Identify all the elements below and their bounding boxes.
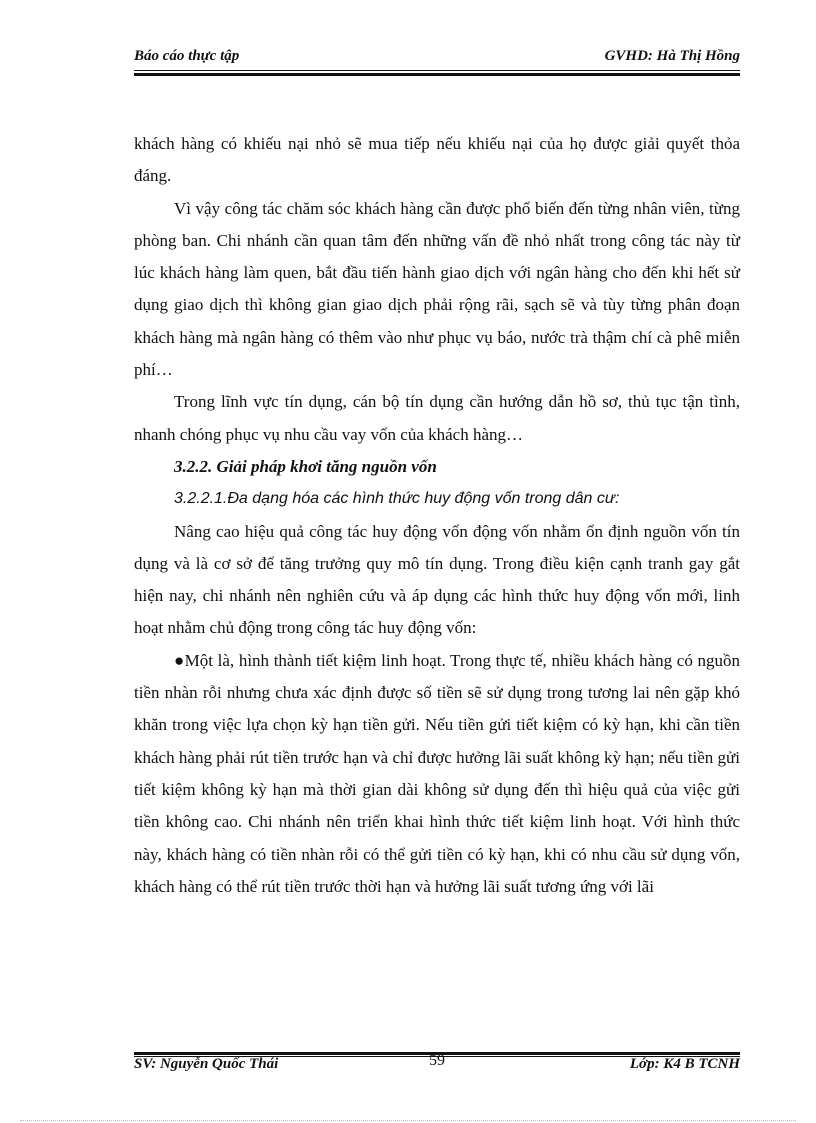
page-header xyxy=(134,46,740,70)
paragraph-3: Trong lĩnh vực tín dụng, cán bộ tín dụng cần hướng dẫn hồ sơ, thủ tục tận tình, nhanh chóng phục vụ nhu cầu vay vốn của khách hàng… xyxy=(134,392,740,444)
paragraph-5: ●Một là, hình thành tiết kiệm linh hoạt. Trong thực tế, nhiều khách hàng có nguồn tiền nhàn rỗi nhưng chưa xác định được số tiền sẽ sử dụng trong tương lai nên gặp khó khăn trong việc lựa chọn kỳ hạn tiền gửi. Nếu tiền gửi tiết kiệm có kỳ hạn, khi cần tiền khách hàng phải rút tiền trước hạn và chỉ được hưởng lãi suất không kỳ hạn; nếu tiền gửi tiết kiệm không kỳ hạn mà thời gian dài không sử dụng đến thì hiệu quả của việc gửi tiền không cao. Chi nhánh nên triển khai hình thức tiết kiệm linh hoạt. Với hình thức này, khách hàng có tiền nhàn rỗi có thể gửi tiền có kỳ hạn, khi có nhu cầu sử dụng vốn, khách hàng có thể rút tiền trước thời hạn và hưởng lãi suất tương ứng với lãi xyxy=(134,650,740,896)
subsection-heading: 3.2.2.1.Đa dạng hóa các hình thức huy động vốn trong dân cư: xyxy=(174,490,620,508)
section-heading: 3.2.2. Giải pháp khơi tăng nguồn vốn xyxy=(174,456,437,476)
header-rule-thick xyxy=(134,73,740,76)
page-footer xyxy=(134,1052,740,1080)
page-body xyxy=(134,128,740,903)
header-rule-thin xyxy=(134,70,740,71)
footer-class: Lớp: K4 B TCNH xyxy=(629,1056,740,1072)
paragraph-4: Nâng cao hiệu quả công tác huy động vốn động vốn nhằm ổn định nguồn vốn tín dụng và là cơ sở để tăng trưởng quy mô tín dụng. Trong điều kiện cạnh tranh gay gắt hiện nay, chi nhánh nên nghiên cứu và áp dụng các hình thức huy động vốn mới, linh hoạt nhằm chủ động trong công tác huy động vốn: xyxy=(134,521,740,638)
page-edge-divider xyxy=(20,1120,796,1121)
header-supervisor: GVHD: Hà Thị Hồng xyxy=(604,48,740,64)
paragraph-1: khách hàng có khiếu nại nhỏ sẽ mua tiếp nếu khiếu nại của họ được giải quyết thỏa đáng. xyxy=(134,134,740,186)
footer-student: SV: Nguyễn Quốc Thái xyxy=(134,1056,279,1072)
page-number: 59 xyxy=(429,1052,445,1069)
paragraph-2: Vì vậy công tác chăm sóc khách hàng cần được phổ biến đến từng nhân viên, từng phòng ban. Chi nhánh cần quan tâm đến những vấn đề nhỏ nhất trong công tác này từ lúc khách hàng làm quen, bắt đầu tiến hành giao dịch với ngân hàng cho đến khi hết sử dụng giao dịch thì không gian giao dịch phải rộng rãi, sạch sẽ và tùy từng phân đoạn khách hàng mà ngân hàng có thêm vào như phục vụ báo, nước trà thậm chí cà phê miễn phí… xyxy=(134,198,740,380)
header-report-title: Báo cáo thực tập xyxy=(134,48,240,64)
